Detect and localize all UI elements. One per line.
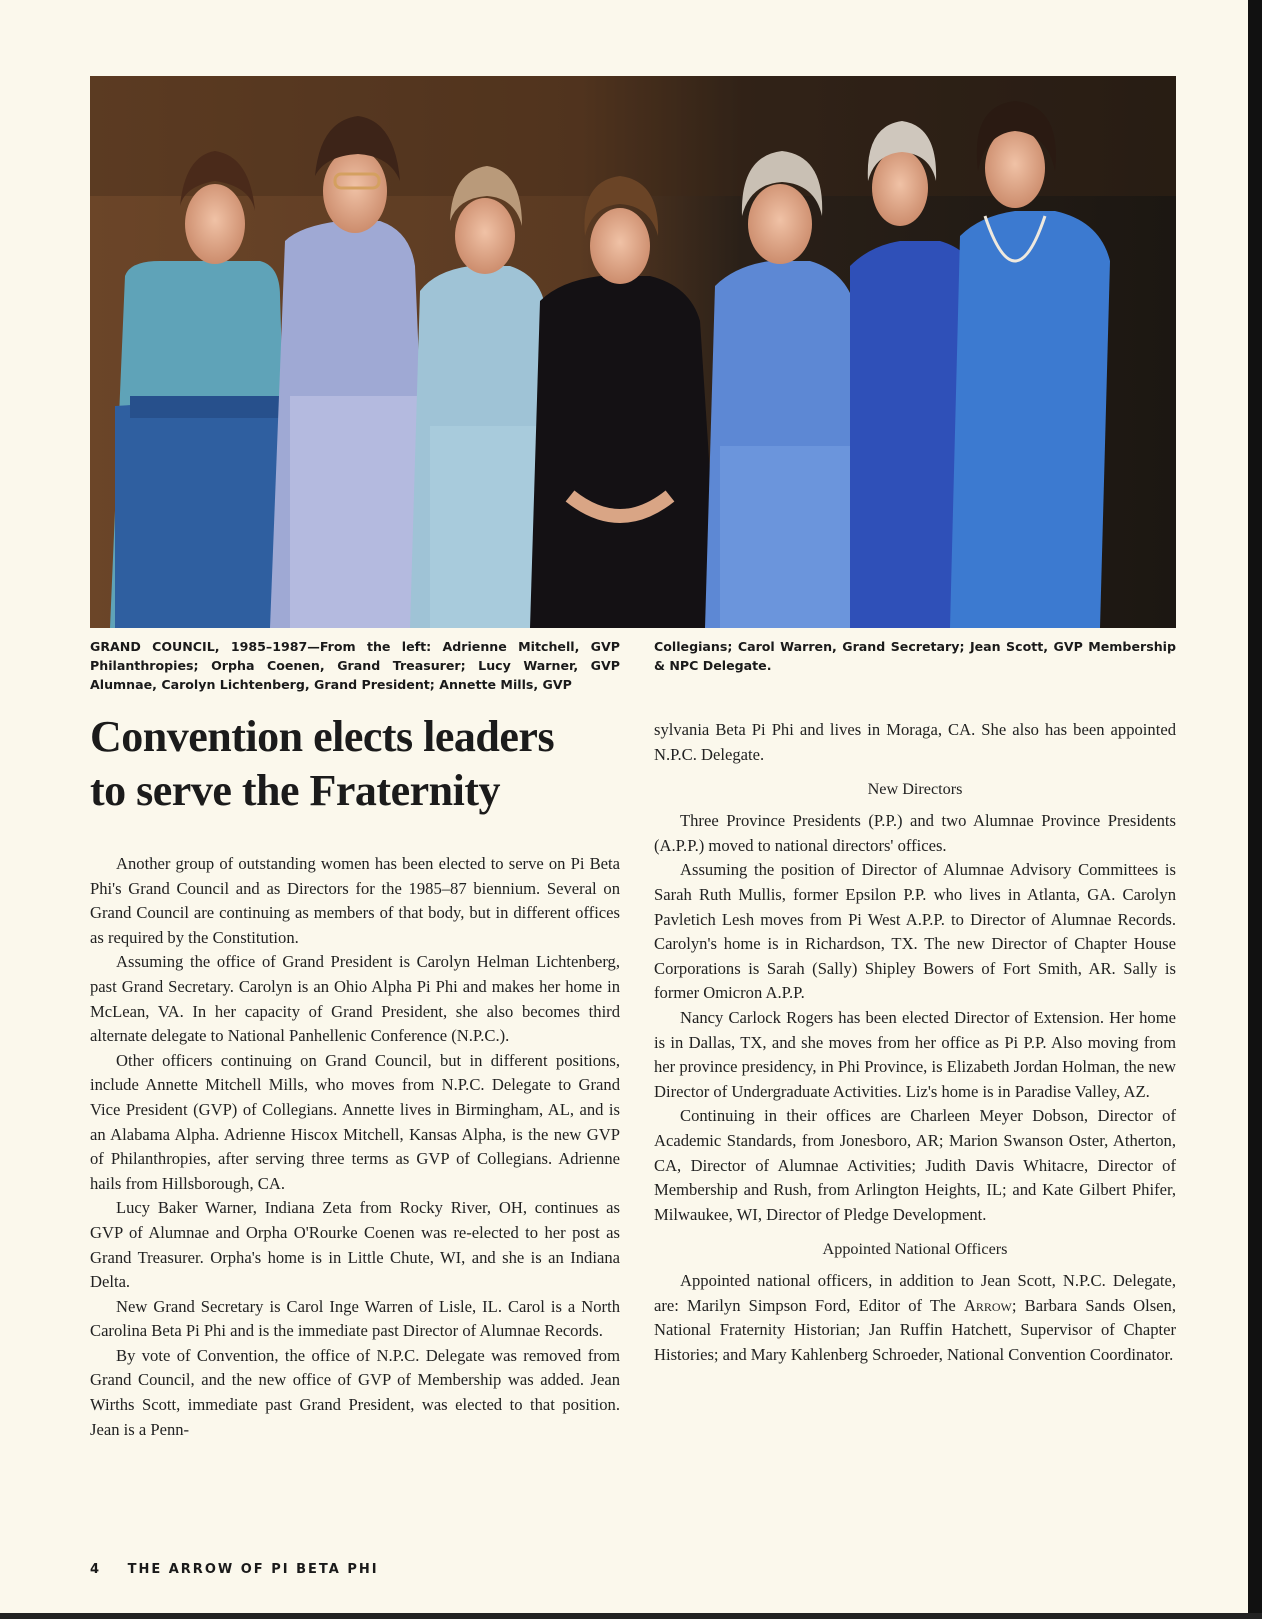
article-headline [90, 710, 620, 818]
paragraph: Another group of outstanding women has been elected to serve on Pi Beta Phi's Grand Council and as Directors for the 1985–87 biennium. Several on Grand Council are continuing as members of that body, but in different offices as required by the Constitution. [90, 854, 620, 947]
group-photo-icon [90, 76, 1176, 628]
paragraph: Other officers continuing on Grand Council, but in different positions, include Annette Mitchell Mills, who moves from N.P.C. Delegate to Grand Vice President (GVP) of Collegians. Annette lives in Birmingham, AL, and is an Alabama Alpha. Adrienne Hiscox Mitchell, Kansas Alpha, is the new GVP of Philanthropies, after serving three terms as GVP of Collegians. Adrienne hails from Hillsborough, CA. [90, 1050, 620, 1193]
paragraph: Assuming the office of Grand President is Carolyn Helman Lichtenberg, past Grand Secretary. Carolyn is an Ohio Alpha Pi Phi and makes her home in McLean, VA. In her capacity of Grand President, she also becomes third alternate delegate to National Panhellenic Conference (N.P.C.). [90, 952, 620, 1046]
arrow-title: Arrow [963, 1295, 1012, 1315]
paragraph-text: Appointed national officers, in addition to Jean Scott, N.P.C. Delegate, are: Marilyn Simpson Ford, Editor of The [654, 1271, 1176, 1315]
right-column [654, 718, 1176, 1368]
headline-line-2: to serve the Fraternity [90, 766, 500, 815]
photo-caption-left: GRAND COUNCIL, 1985–1987—From the left: Adrienne Mitchell, GVP Philanthropies; Orpha Coenen, Grand Treasurer; Lucy Warner, GVP Alumnae, Carolyn Lichtenberg, Grand President; Annette Mills, GVP [90, 639, 620, 692]
paragraph-continuation: sylvania Beta Pi Phi and lives in Moraga, CA. She also has been appointed N.P.C. Delegate. [654, 720, 1176, 764]
paragraph: Three Province Presidents (P.P.) and two Alumnae Province Presidents (A.P.P.) moved to national directors' offices. [654, 811, 1176, 855]
photo-caption-right: Collegians; Carol Warren, Grand Secretary; Jean Scott, GVP Membership & NPC Delegate. [654, 639, 1176, 673]
headline-line-1: Convention elects leaders [90, 712, 555, 761]
section-heading-new-directors: New Directors [867, 780, 963, 799]
paragraph: Assuming the position of Director of Alumnae Advisory Committees is Sarah Ruth Mullis, former Epsilon P.P. who lives in Atlanta, GA. Carolyn Pavletich Lesh moves from Pi West A.P.P. to Director of Alumnae Records. Carolyn's home is in Richardson, TX. The new Director of Chapter House Corporations is Sarah (Sally) Shipley Bowers of Fort Smith, AR. Sally is former Omicron A.P.P. [654, 860, 1176, 1003]
paragraph: Nancy Carlock Rogers has been elected Director of Extension. Her home is in Dallas, TX, and she moves from her office as Pi P.P. Also moving from her province presidency, in Phi Province, is Elizabeth Jordan Holman, the new Director of Undergraduate Activities. Liz's home is in Paradise Valley, AZ. [654, 1007, 1176, 1101]
left-column [90, 852, 620, 1442]
page-number: 4 [90, 1562, 102, 1577]
paragraph: By vote of Convention, the office of N.P.C. Delegate was removed from Grand Council, and the new office of GVP of Membership was added. Jean Wirths Scott, immediate past Grand President, was elected to that position. Jean is a Penn- [90, 1345, 620, 1439]
page-footer [90, 1562, 379, 1577]
publication-title: THE ARROW OF PI BETA PHI [127, 1562, 379, 1577]
paragraph-text: ; Barbara Sands Olsen, National Fraternity Historian; Jan Ruffin Hatchett, Supervisor of Chapter Histories; and Mary Kahlenberg Schroeder, National Convention Coordinator. [654, 1295, 1176, 1365]
page-edge [1248, 0, 1262, 1619]
paragraph: Continuing in their offices are Charleen Meyer Dobson, Director of Academic Standards, from Jonesboro, AR; Marion Swanson Oster, Atherton, CA, Director of Alumnae Activities; Judith Davis Whitacre, Director of Membership and Rush, from Arlington Heights, IL; and Kate Gilbert Phifer, Milwaukee, WI, Director of Pledge Development. [654, 1106, 1176, 1224]
group-photo [90, 76, 1176, 628]
paragraph [654, 1269, 1176, 1367]
paragraph: New Grand Secretary is Carol Inge Warren of Lisle, IL. Carol is a North Carolina Beta Pi Phi and is the immediate past Director of Alumnae Records. [90, 1296, 620, 1341]
page-edge-bottom [0, 1613, 1262, 1619]
paragraph: Lucy Baker Warner, Indiana Zeta from Rocky River, OH, continues as GVP of Alumnae and Orpha O'Rourke Coenen was re-elected to her post as Grand Treasurer. Orpha's home is in Little Chute, WI, and she is an Indiana Delta. [90, 1198, 620, 1292]
section-heading-appointed-officers: Appointed National Officers [822, 1240, 1008, 1259]
